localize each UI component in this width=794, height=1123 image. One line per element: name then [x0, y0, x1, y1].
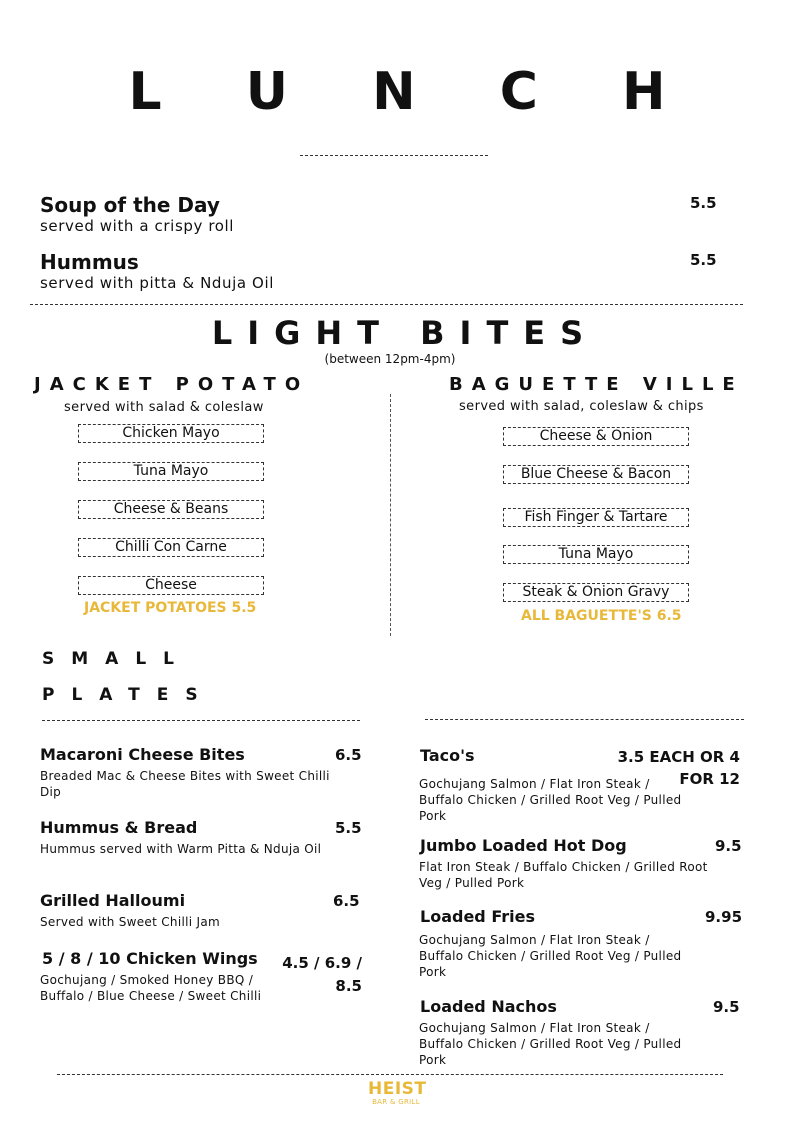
- plate-desc: Gochujang Salmon / Flat Iron Steak / Buffalo Chicken / Grilled Root Veg / Pulled Pork: [419, 777, 682, 823]
- jacket-option: Tuna Mayo: [78, 462, 264, 481]
- column-divider: [390, 394, 391, 636]
- jacket-option: Chicken Mayo: [78, 424, 264, 443]
- jacket-option: Cheese & Beans: [78, 500, 264, 519]
- baguette-ville-title: BAGUETTE VILLE: [449, 374, 744, 395]
- baguette-option: Blue Cheese & Bacon: [503, 465, 689, 484]
- plate-name: Jumbo Loaded Hot Dog: [420, 836, 627, 855]
- jacket-price-note: JACKET POTATOES 5.5: [84, 600, 257, 616]
- baguette-price-note: ALL BAGUETTE'S 6.5: [521, 608, 682, 624]
- starter-name: Soup of the Day: [40, 193, 220, 217]
- light-bites-subtitle: (between 12pm-4pm): [324, 352, 456, 366]
- heist-logo: [368, 1079, 427, 1106]
- jacket-potato-title: JACKET POTATO: [34, 374, 310, 395]
- baguette-option: Fish Finger & Tartare: [503, 508, 689, 527]
- plate-name: Loaded Fries: [420, 907, 535, 926]
- starter-name: Hummus: [40, 250, 139, 274]
- baguette-option: Steak & Onion Gravy: [503, 583, 689, 602]
- jacket-option: Chilli Con Carne: [78, 538, 264, 557]
- plates-divider: [425, 719, 744, 720]
- jacket-option: Cheese: [78, 576, 264, 595]
- plate-price: 9.5: [713, 998, 740, 1016]
- light-bites-title: LIGHT BITES: [211, 314, 599, 352]
- plate-desc: Served with Sweet Chilli Jam: [40, 915, 220, 929]
- logo-tagline: BAR & GRILL: [372, 1098, 420, 1106]
- starter-price: 5.5: [690, 251, 717, 269]
- baguette-ville-subtitle: served with salad, coleslaw & chips: [459, 399, 704, 414]
- page-title: L U N C H: [128, 62, 699, 122]
- plate-desc: Gochujang Salmon / Flat Iron Steak / Buffalo Chicken / Grilled Root Veg / Pulled Pork: [419, 1021, 682, 1067]
- plate-price: 6.5: [335, 746, 362, 764]
- plate-desc: Flat Iron Steak / Buffalo Chicken / Grilled Root Veg / Pulled Pork: [419, 860, 708, 890]
- plate-price: 9.5: [715, 837, 742, 855]
- small-plates-title: PLATES: [42, 685, 215, 705]
- plate-name: Loaded Nachos: [420, 997, 557, 1016]
- starter-item: [40, 193, 234, 235]
- jacket-potato-subtitle: served with salad & coleslaw: [64, 400, 264, 415]
- plate-desc: Breaded Mac & Cheese Bites with Sweet Chilli Dip: [40, 769, 330, 799]
- baguette-option: Tuna Mayo: [503, 545, 689, 564]
- plate-price: 4.5 / 6.9 / 8.5: [282, 954, 362, 995]
- starter-item: [40, 250, 274, 292]
- plate-name: Taco's: [420, 746, 475, 765]
- starter-desc: served with a crispy roll: [40, 217, 235, 235]
- plate-price: 5.5: [335, 819, 362, 837]
- plate-desc: Gochujang Salmon / Flat Iron Steak / Buffalo Chicken / Grilled Root Veg / Pulled Pork: [419, 933, 682, 979]
- plate-name: Hummus & Bread: [40, 818, 198, 837]
- plate-price: 6.5: [333, 892, 360, 910]
- plate-desc: Hummus served with Warm Pitta & Nduja Oil: [40, 842, 322, 856]
- plates-divider: [42, 720, 360, 721]
- plate-name: Grilled Halloumi: [40, 891, 186, 910]
- section-divider: [30, 304, 743, 305]
- plate-price: 3.5 EACH OR 4 FOR 12: [617, 748, 740, 788]
- baguette-option: Cheese & Onion: [503, 427, 689, 446]
- title-divider: [300, 155, 488, 156]
- footer-divider: [57, 1074, 723, 1075]
- plate-name: Macaroni Cheese Bites: [40, 745, 245, 764]
- starter-desc: served with pitta & Nduja Oil: [40, 274, 274, 292]
- plate-desc: Gochujang / Smoked Honey BBQ / Buffalo / Blue Cheese / Sweet Chilli: [40, 973, 262, 1003]
- starter-price: 5.5: [690, 194, 717, 212]
- small-plates-title: SMALL: [42, 649, 191, 669]
- logo-wordmark: HEIST: [368, 1079, 427, 1099]
- plate-price: 9.95: [705, 908, 743, 926]
- plate-name: 5 / 8 / 10 Chicken Wings: [42, 949, 258, 968]
